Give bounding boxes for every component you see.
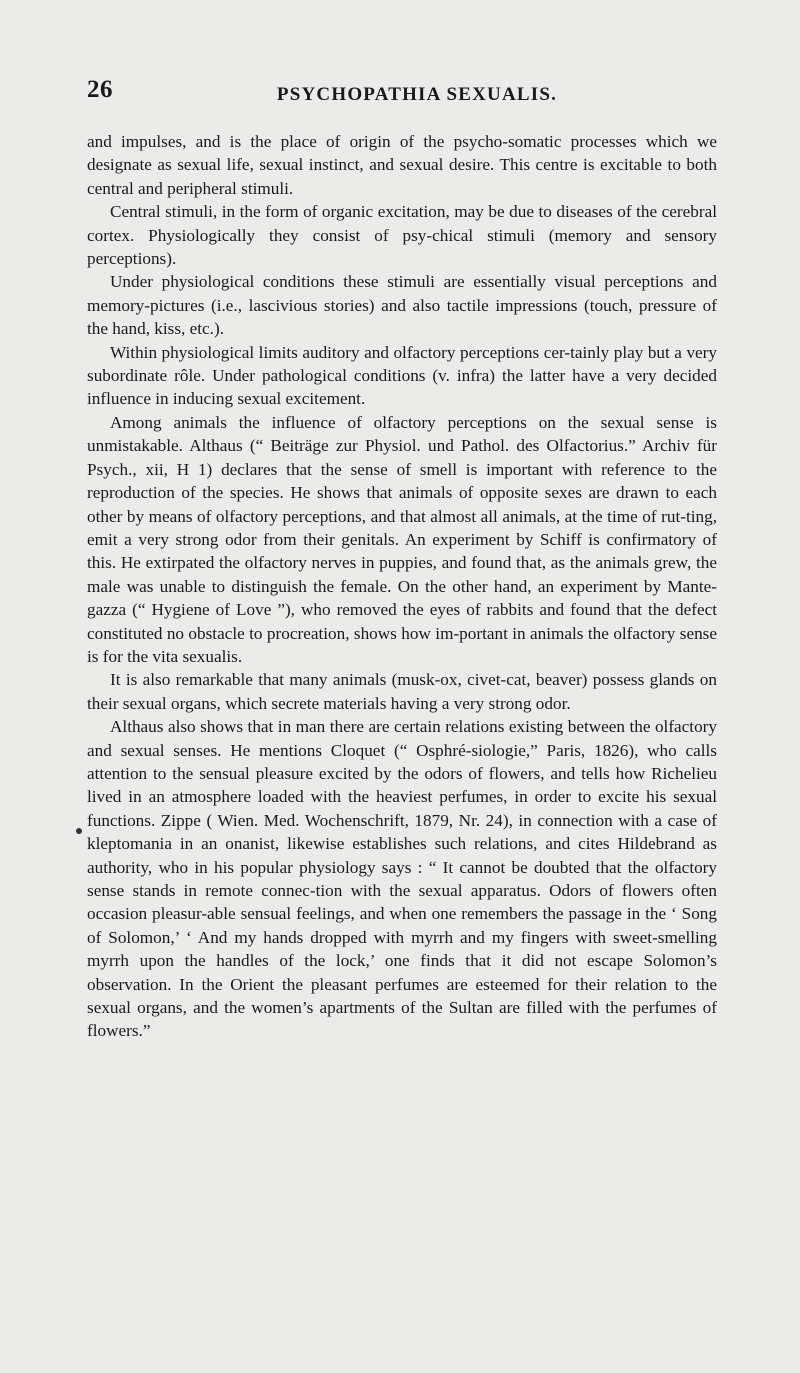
paragraph: and impulses, and is the place of origin of the psycho-somatic processes which we designate as sexual life, sexual instinct, and sexual desire. This centre is excitable to both central and peripheral stimuli. xyxy=(87,132,717,198)
paragraph: Althaus also shows that in man there are certain relations existing between the olfactory and sexual senses. He mentions Cloquet (“ Osphré-siologie,” Paris, 1826), who calls attention to the sensual pleasure excited by the odors of flowers, and tells how Richelieu lived in an atmosphere loaded with the heaviest perfumes, in order to excite his sexual functions. Zippe ( Wien. Med. Wochenschrift, 1879, Nr. 24), in connection with a case of kleptomania in an onanist, likewise establishes such relations, and cites Hildebrand as authority, who in his popular physiology says : “ It cannot be doubted that the olfactory sense stands in remote connec-tion with the sexual apparatus. Odors of flowers often occasion pleasur-able sensual feelings, and when one remembers the passage in the ‘ Song of Solomon,’ ‘ And my hands dropped with myrrh and my fingers with sweet-smelling myrrh upon the handles of the lock,’ one finds that it did not escape Solomon’s observation. In the Orient the pleasant perfumes are esteemed for their relation to the sexual organs, and the women’s apartments of the Sultan are filled with the perfumes of flowers.” xyxy=(87,717,717,1041)
paragraph: Under physiological conditions these stimuli are essentially visual perceptions and memory-pictures (i.e., lascivious stories) and also tactile impressions (touch, pressure of the hand, kiss, etc.). xyxy=(87,272,717,339)
page-number: 26 xyxy=(87,76,113,103)
paragraph: Within physiological limits auditory and olfactory perceptions cer-tainly play but a very subordinate rôle. Under pathological conditions (v. infra) the latter have a very decided influence in inducing sexual excitement. xyxy=(87,342,717,409)
running-head-title: PSYCHOPATHIA SEXUALIS. xyxy=(276,84,558,105)
paragraph: Central stimuli, in the form of organic excitation, may be due to diseases of the cerebral cortex. Physiologically they consist of psy-chical stimuli (memory and sensory perceptions). xyxy=(87,202,717,269)
page-body xyxy=(87,130,717,1043)
margin-mark xyxy=(76,828,82,834)
paragraph: Among animals the influence of olfactory perceptions on the sexual sense is unmistakable. Althaus (“ Beiträge zur Physiol. und Pathol. des Olfactorius.” Archiv für Psych., xii, H 1) declares that the sense of smell is important with reference to the reproduction of the species. He shows that animals of opposite sexes are drawn to each other by means of olfactory perceptions, and that almost all animals, at the time of rut-ting, emit a very strong odor from their genitals. An experiment by Schiff is confirmatory of this. He extirpated the olfactory nerves in puppies, and found that, as the animals grew, the male was unable to distinguish the female. On the other hand, an experiment by Mante-gazza (“ Hygiene of Love ”), who removed the eyes of rabbits and found that the defect constituted no obstacle to procreation, shows how im-portant in animals the olfactory sense is for the vita sexualis. xyxy=(87,412,717,666)
paragraph: It is also remarkable that many animals (musk-ox, civet-cat, beaver) possess glands on their sexual organs, which secrete materials having a very strong odor. xyxy=(87,670,717,713)
